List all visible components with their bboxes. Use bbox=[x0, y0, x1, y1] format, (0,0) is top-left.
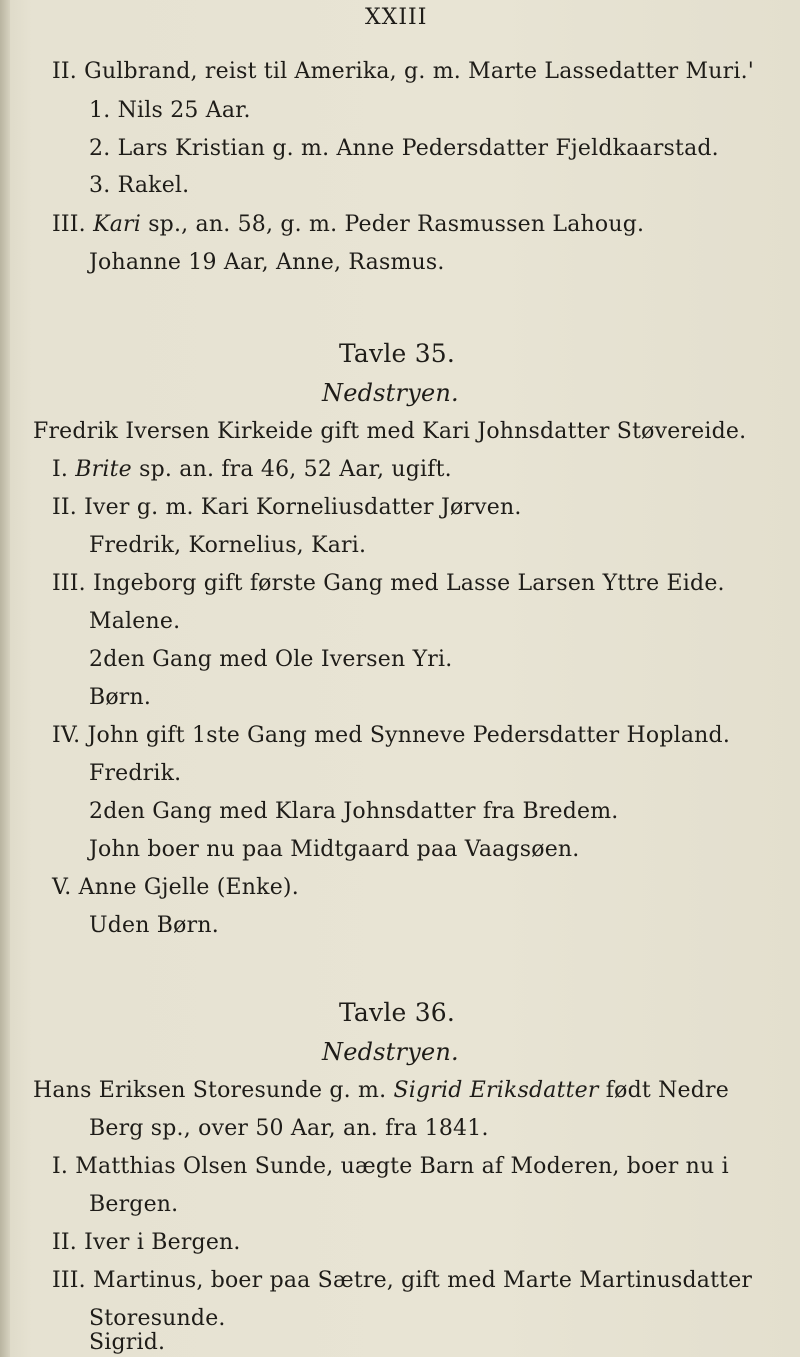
intro-part-a: Hans Eriksen Storesunde g. m. bbox=[33, 1078, 387, 1103]
entry-i-name: Brite bbox=[75, 457, 132, 482]
tavle-36-entry-iii-line2: Storesunde. bbox=[89, 1306, 226, 1331]
child-3-rakel: 3. Rakel. bbox=[89, 173, 190, 198]
tavle-35-subtitle: Nedstryen. bbox=[322, 379, 459, 407]
tavle-35-title: Tavle 35. bbox=[339, 339, 456, 368]
tavle-36-subtitle: Nedstryen. bbox=[322, 1038, 459, 1066]
tavle-36-entry-iii-child: Sigrid. bbox=[89, 1330, 166, 1355]
tavle-35-entry-ii: II. Iver g. m. Kari Korneliusdatter Jørven. bbox=[52, 495, 522, 520]
tavle-35-entry-iii-children2: Børn. bbox=[89, 685, 152, 710]
entry-i-num: I. bbox=[52, 457, 69, 482]
tavle-35-entry-v-note: Uden Børn. bbox=[89, 913, 219, 938]
entry-i-rest: sp. an. fra 46, 52 Aar, ugift. bbox=[139, 457, 452, 482]
tavle-35-entry-iii-child: Malene. bbox=[89, 609, 181, 634]
page-number: XXIII bbox=[365, 5, 428, 30]
entry-iii-children: Johanne 19 Aar, Anne, Rasmus. bbox=[89, 250, 445, 275]
entry-iii-name: Kari bbox=[93, 212, 141, 237]
entry-ii-gulbrand: II. Gulbrand, reist til Amerika, g. m. Marte Lassedatter Muri.' bbox=[52, 59, 755, 84]
entry-iii-rest: sp., an. 58, g. m. Peder Rasmussen Lahoug. bbox=[148, 212, 645, 237]
intro-name-sigrid: Sigrid Eriksdatter bbox=[393, 1078, 599, 1103]
tavle-36-intro bbox=[33, 1077, 729, 1105]
tavle-35-intro: Fredrik Iversen Kirkeide gift med Kari Johnsdatter Støvereide. bbox=[33, 419, 747, 444]
tavle-35-entry-iv: IV. John gift 1ste Gang med Synneve Pedersdatter Hopland. bbox=[52, 723, 731, 748]
page-edge bbox=[0, 0, 10, 1357]
tavle-35-entry-iv-note: John boer nu paa Midtgaard paa Vaagsøen. bbox=[89, 837, 580, 862]
tavle-35-entry-i bbox=[52, 456, 452, 484]
entry-iii-kari bbox=[52, 211, 644, 239]
tavle-36-entry-iii: III. Martinus, boer paa Sætre, gift med Marte Martinusdatter bbox=[52, 1268, 753, 1293]
tavle-35-entry-iv-second: 2den Gang med Klara Johnsdatter fra Bredem. bbox=[89, 799, 619, 824]
tavle-35-entry-iii: III. Ingeborg gift første Gang med Lasse Larsen Yttre Eide. bbox=[52, 571, 725, 596]
intro-part-b: født Nedre bbox=[605, 1078, 729, 1103]
tavle-36-entry-i-line2: Bergen. bbox=[89, 1192, 179, 1217]
tavle-36-title: Tavle 36. bbox=[339, 998, 456, 1027]
entry-iii-num: III. bbox=[52, 212, 86, 237]
tavle-36-intro-line2: Berg sp., over 50 Aar, an. fra 1841. bbox=[89, 1116, 489, 1141]
tavle-36-entry-i: I. Matthias Olsen Sunde, uægte Barn af Moderen, boer nu i bbox=[52, 1154, 729, 1179]
child-2-lars: 2. Lars Kristian g. m. Anne Pedersdatter Fjeldkaarstad. bbox=[89, 136, 719, 161]
tavle-35-entry-v: V. Anne Gjelle (Enke). bbox=[52, 875, 299, 900]
child-1-nils: 1. Nils 25 Aar. bbox=[89, 98, 251, 123]
tavle-35-entry-iii-second: 2den Gang med Ole Iversen Yri. bbox=[89, 647, 453, 672]
tavle-36-entry-ii: II. Iver i Bergen. bbox=[52, 1230, 241, 1255]
tavle-35-entry-ii-children: Fredrik, Kornelius, Kari. bbox=[89, 533, 367, 558]
tavle-35-entry-iv-child: Fredrik. bbox=[89, 761, 182, 786]
